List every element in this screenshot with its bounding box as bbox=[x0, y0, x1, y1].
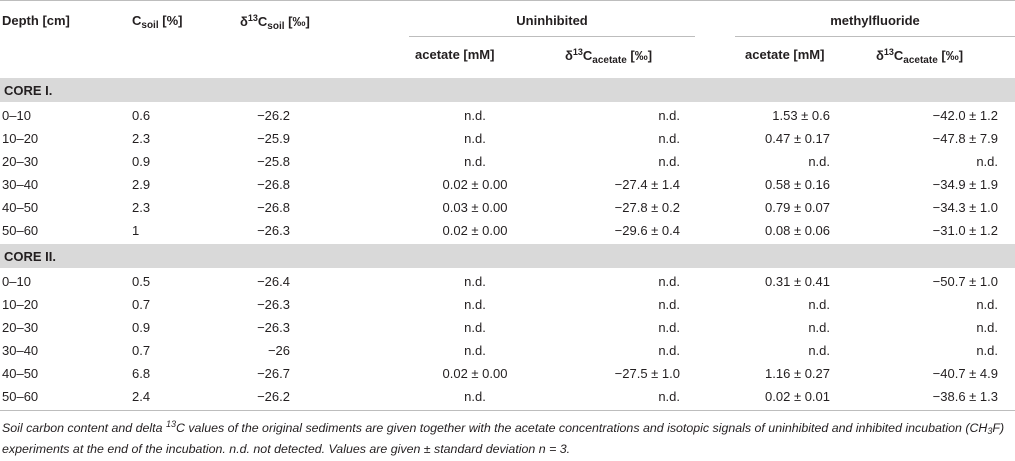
cell-d13c: −25.9 bbox=[257, 131, 290, 146]
cell-mf-acetate: 0.02 ± 0.01 bbox=[765, 389, 830, 404]
cell-csoil: 2.9 bbox=[132, 177, 151, 192]
header-mf-acetate: acetate [mM] bbox=[745, 47, 825, 62]
table-row bbox=[0, 385, 1015, 408]
cell-depth: 10–20 bbox=[2, 131, 39, 146]
cell-d13c: −26.2 bbox=[257, 389, 290, 404]
cell-un-d13c: n.d. bbox=[658, 320, 680, 335]
bottom-rule bbox=[0, 410, 1015, 411]
cell-un-acetate: 0.03 ± 0.00 bbox=[442, 200, 508, 215]
cell-d13c: −26 bbox=[267, 343, 290, 358]
header-d13cacetate-sub: acetate bbox=[592, 55, 627, 66]
cell-un-d13c: n.d. bbox=[658, 297, 680, 312]
cell-csoil: 2.4 bbox=[132, 389, 151, 404]
cell-mf-acetate: n.d. bbox=[808, 343, 830, 358]
cell-depth: 50–60 bbox=[2, 389, 39, 404]
cell-mf-d13c: −34.9 ± 1.9 bbox=[932, 177, 998, 192]
cell-csoil: 0.7 bbox=[132, 343, 151, 358]
cell-mf-d13c: n.d. bbox=[976, 297, 998, 312]
cell-d13c: −26.3 bbox=[257, 297, 290, 312]
header-d13csoil bbox=[240, 13, 310, 32]
header-d13cacetate-sup: 13 bbox=[572, 47, 583, 57]
header-mf-d13cacetate-delta: δ bbox=[876, 48, 884, 63]
cell-mf-acetate: n.d. bbox=[808, 320, 830, 335]
cell-depth: 40–50 bbox=[2, 200, 39, 215]
header-mf-d13cacetate-sub: acetate bbox=[903, 55, 938, 66]
cell-csoil: 2.3 bbox=[132, 200, 151, 215]
cell-depth: 0–10 bbox=[2, 274, 31, 289]
cell-un-acetate: n.d. bbox=[464, 154, 486, 169]
cell-mf-d13c: −47.8 ± 7.9 bbox=[932, 131, 998, 146]
cell-un-acetate: n.d. bbox=[464, 108, 486, 123]
cell-un-acetate: n.d. bbox=[464, 320, 486, 335]
cell-csoil: 1 bbox=[132, 223, 140, 238]
cell-mf-d13c: n.d. bbox=[976, 343, 998, 358]
cell-depth: 20–30 bbox=[2, 320, 39, 335]
cell-csoil: 0.5 bbox=[132, 274, 151, 289]
cell-mf-acetate: n.d. bbox=[808, 297, 830, 312]
cell-csoil: 0.6 bbox=[132, 108, 151, 123]
header-uninhibited-d13cacetate bbox=[565, 47, 652, 66]
table-row bbox=[0, 127, 1015, 150]
header-mf-d13cacetate-unit: [‰] bbox=[937, 48, 964, 63]
cell-d13c: −26.8 bbox=[257, 177, 290, 192]
cell-csoil: 0.7 bbox=[132, 297, 151, 312]
header-d13cacetate-unit: [‰] bbox=[626, 48, 653, 63]
cell-un-acetate: n.d. bbox=[464, 274, 486, 289]
cell-csoil: 2.3 bbox=[132, 131, 151, 146]
cell-un-d13c: n.d. bbox=[658, 389, 680, 404]
caption-sup13: 13 bbox=[165, 419, 176, 429]
group-methylfluoride: methylfluoride bbox=[830, 13, 920, 28]
caption-part2: C values of the original sediments are given together with the acetate concentrations and isotopic signals of uninhibited and inhibited incubation (CH bbox=[175, 421, 988, 435]
cell-mf-d13c: −40.7 ± 4.9 bbox=[932, 366, 998, 381]
cell-d13c: −26.4 bbox=[257, 274, 290, 289]
cell-depth: 50–60 bbox=[2, 223, 39, 238]
header-depth: Depth [cm] bbox=[2, 13, 70, 28]
uninhibited-subrule bbox=[409, 36, 695, 37]
header-uninhibited-acetate: acetate [mM] bbox=[415, 47, 495, 62]
cell-mf-d13c: −50.7 ± 1.0 bbox=[932, 274, 998, 289]
core-label: CORE I. bbox=[4, 83, 53, 98]
cell-un-d13c: n.d. bbox=[658, 343, 680, 358]
header-csoil bbox=[132, 13, 182, 31]
table-row bbox=[0, 362, 1015, 385]
top-rule bbox=[0, 0, 1015, 1]
cell-csoil: 6.8 bbox=[132, 366, 151, 381]
cell-depth: 30–40 bbox=[2, 177, 39, 192]
cell-mf-d13c: n.d. bbox=[976, 320, 998, 335]
cell-un-acetate: n.d. bbox=[464, 131, 486, 146]
cell-d13c: −26.8 bbox=[257, 200, 290, 215]
cell-mf-acetate: 0.47 ± 0.17 bbox=[765, 131, 830, 146]
header-d13csoil-delta: δ bbox=[240, 14, 248, 29]
cell-mf-acetate: n.d. bbox=[808, 154, 830, 169]
cell-mf-d13c: −42.0 ± 1.2 bbox=[932, 108, 998, 123]
cell-mf-d13c: −31.0 ± 1.2 bbox=[932, 223, 998, 238]
cell-csoil: 0.9 bbox=[132, 154, 151, 169]
table-row bbox=[0, 270, 1015, 293]
cell-un-d13c: n.d. bbox=[658, 108, 680, 123]
cell-csoil: 0.9 bbox=[132, 320, 151, 335]
caption-part3: F) experiments at the end of the incubation. n.d. not detected. Values are given ± standard deviation n = 3. bbox=[2, 421, 1005, 456]
cell-mf-d13c: n.d. bbox=[976, 154, 998, 169]
header-mf-d13cacetate-sup: 13 bbox=[883, 47, 894, 57]
cell-depth: 20–30 bbox=[2, 154, 39, 169]
table-row bbox=[0, 339, 1015, 362]
table-row bbox=[0, 219, 1015, 242]
table-row bbox=[0, 173, 1015, 196]
cell-mf-acetate: 0.58 ± 0.16 bbox=[765, 177, 830, 192]
header-d13csoil-base: C bbox=[257, 14, 268, 29]
cell-un-d13c: n.d. bbox=[658, 154, 680, 169]
cell-un-d13c: −27.5 ± 1.0 bbox=[614, 366, 680, 381]
header-d13cacetate-delta: δ bbox=[565, 48, 573, 63]
table-row bbox=[0, 104, 1015, 127]
cell-d13c: −25.8 bbox=[257, 154, 290, 169]
header-csoil-sub: soil bbox=[141, 20, 159, 31]
core-band bbox=[0, 244, 1015, 268]
caption-sub3: 3 bbox=[987, 426, 993, 436]
cell-un-d13c: n.d. bbox=[658, 274, 680, 289]
header-d13csoil-sub: soil bbox=[267, 21, 285, 32]
table-row bbox=[0, 150, 1015, 173]
core-band bbox=[0, 78, 1015, 102]
header-csoil-base: C bbox=[132, 13, 142, 28]
cell-d13c: −26.3 bbox=[257, 223, 290, 238]
header-csoil-unit: [%] bbox=[158, 13, 183, 28]
cell-d13c: −26.3 bbox=[257, 320, 290, 335]
header-mf-d13cacetate-base: C bbox=[893, 48, 904, 63]
cell-mf-acetate: 0.08 ± 0.06 bbox=[765, 223, 830, 238]
methylfluoride-subrule bbox=[735, 36, 1015, 37]
cell-depth: 40–50 bbox=[2, 366, 39, 381]
caption-part1: Soil carbon content and delta bbox=[2, 421, 166, 435]
cell-un-d13c: −29.6 ± 0.4 bbox=[614, 223, 680, 238]
cell-un-acetate: n.d. bbox=[464, 343, 486, 358]
cell-depth: 10–20 bbox=[2, 297, 39, 312]
cell-mf-acetate: 1.16 ± 0.27 bbox=[765, 366, 830, 381]
cell-un-acetate: 0.02 ± 0.00 bbox=[442, 366, 508, 381]
cell-d13c: −26.2 bbox=[257, 108, 290, 123]
cell-un-d13c: −27.4 ± 1.4 bbox=[614, 177, 680, 192]
cell-un-d13c: −27.8 ± 0.2 bbox=[614, 200, 680, 215]
cell-mf-d13c: −38.6 ± 1.3 bbox=[932, 389, 998, 404]
header-d13cacetate-base: C bbox=[582, 48, 593, 63]
cell-un-acetate: n.d. bbox=[464, 389, 486, 404]
core-label: CORE II. bbox=[4, 249, 57, 264]
cell-mf-acetate: 1.53 ± 0.6 bbox=[772, 108, 830, 123]
header-d13csoil-sup: 13 bbox=[247, 13, 258, 23]
cell-un-d13c: n.d. bbox=[658, 131, 680, 146]
cell-depth: 30–40 bbox=[2, 343, 39, 358]
cell-un-acetate: 0.02 ± 0.00 bbox=[442, 177, 508, 192]
group-uninhibited: Uninhibited bbox=[516, 13, 588, 28]
table-caption bbox=[2, 415, 1007, 458]
cell-un-acetate: n.d. bbox=[464, 297, 486, 312]
cell-mf-d13c: −34.3 ± 1.0 bbox=[932, 200, 998, 215]
header-d13csoil-unit: [‰] bbox=[284, 14, 310, 29]
table-row bbox=[0, 196, 1015, 219]
table-row bbox=[0, 293, 1015, 316]
cell-mf-acetate: 0.79 ± 0.07 bbox=[765, 200, 830, 215]
cell-mf-acetate: 0.31 ± 0.41 bbox=[765, 274, 830, 289]
cell-un-acetate: 0.02 ± 0.00 bbox=[442, 223, 508, 238]
cell-depth: 0–10 bbox=[2, 108, 31, 123]
cell-d13c: −26.7 bbox=[257, 366, 290, 381]
table-row bbox=[0, 316, 1015, 339]
header-mf-d13cacetate bbox=[876, 47, 963, 66]
